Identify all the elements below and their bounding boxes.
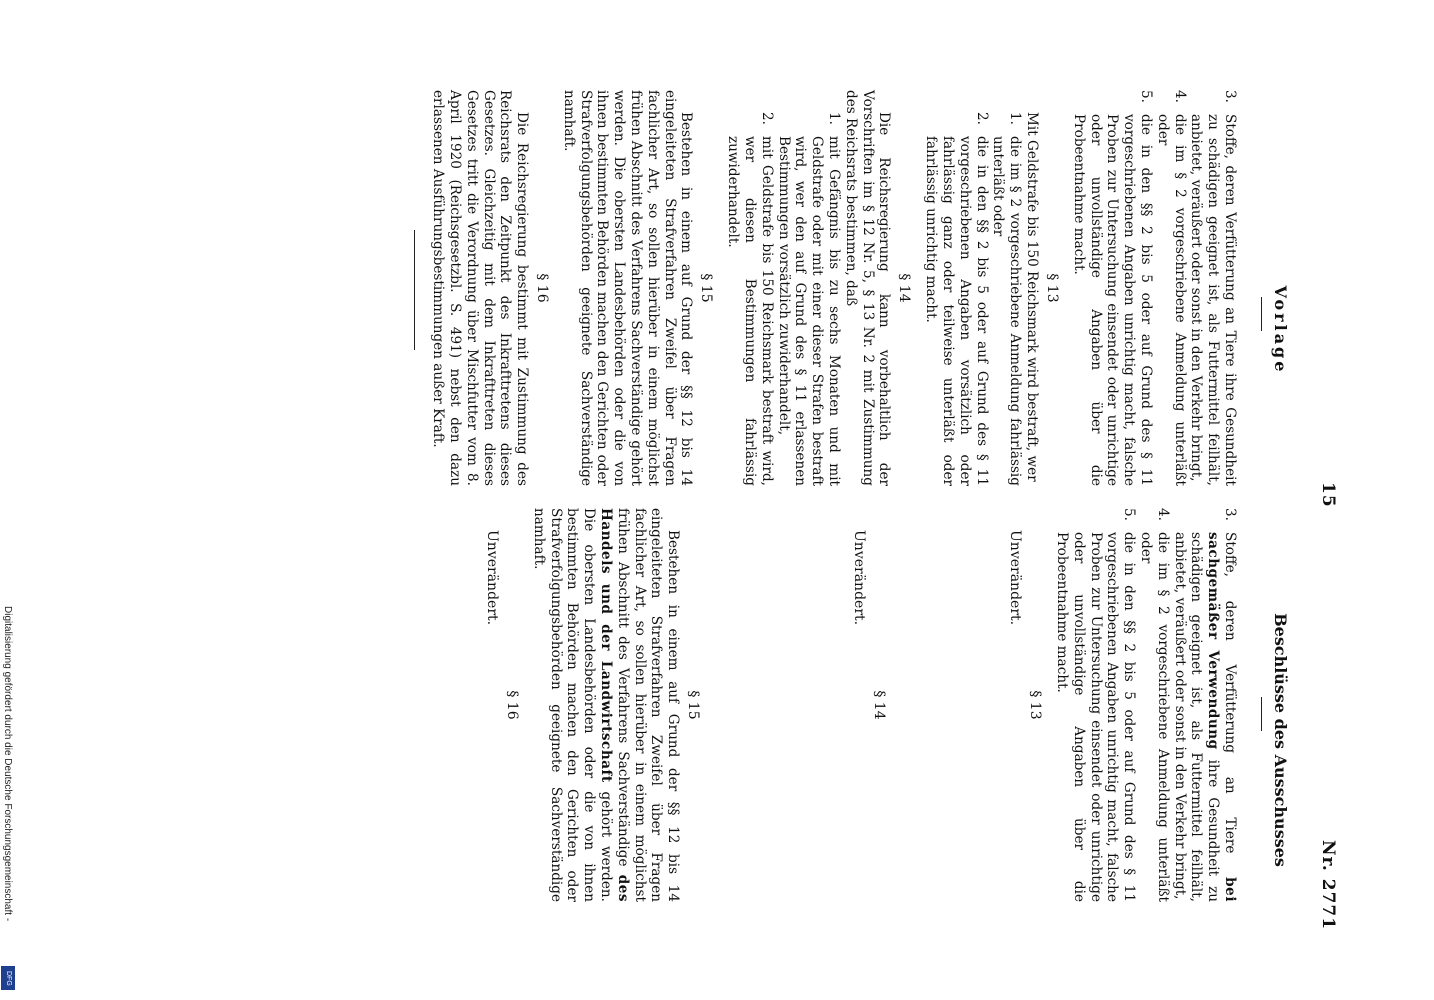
list-item: 1. die im § 2 vorgeschriebene Anmeldung fahrlässig unterläßt oder xyxy=(990,112,1024,486)
right-column-title: Beschlüsse des Ausschusses xyxy=(1271,613,1290,867)
section-15-heading: § 15 xyxy=(698,273,715,303)
section-16-heading: § 16 xyxy=(504,690,521,720)
right-column xyxy=(484,508,1238,902)
list-item: 5. die in den §§ 2 bis 5 oder auf Grund des § 11 vorgeschriebenen Angaben unrichtig macht, falsche Proben zur Untersuchung einsendet oder unrichtige oder unvollständige Angaben über die Probeentnahme macht. xyxy=(1054,508,1138,902)
section-15-text: Bestehen in einem auf Grund der §§ 12 bis 14 eingeleiteten Strafverfahren Zweifel über Fragen fachlicher Art, so sollen hierüber in einem möglichst frühen Abschnitt des Verfahrens Sachverständige gehört werden. Die obersten Landesbehörden oder die von ihnen bestimmten Behörden machen den Gerichten oder Strafverfolgungsbehörden geeignete Sachverständige namhaft. xyxy=(560,90,695,486)
list-item: 1. mit Gefängnis bis zu sechs Monaten und mit Geldstrafe oder mit einer dieser Strafen bestraft wird, wer den auf Grund des § 11 erlassenen Bestimmungen vorsätzlich zuwiderhandelt, xyxy=(775,112,843,486)
section-13-unchanged: Unverändert. xyxy=(1007,530,1024,626)
list-item: 2. mit Geldstrafe bis 150 Reichsmark bestraft wird, wer diesen Bestimmungen fahrlässig zuwiderhandelt. xyxy=(725,112,775,486)
list-item: 3. Stoffe, deren Verfütterung an Tiere ihre Gesundheit zu schädigen geeignet ist, als Futtermittel feilhält, anbietet, veräußert oder sonst in den Verkehr bringt, xyxy=(1188,90,1238,486)
section-13-heading: § 13 xyxy=(1044,273,1061,303)
section-16-text: Die Reichsregierung bestimmt mit Zustimmung des Reichsrats den Zeitpunkt des Inkrafttretens dieses Gesetzes. Gleichzeitig mit dem Inkrafttreten dieses Gesetzes tritt die Verordnung über Mischfutter vom 8. April 1920 (Reichsgesetzbl. S. 491) nebst den dazu erlassenen Ausführungsbestimmungen außer Kraft. xyxy=(430,90,531,486)
document-number: Nr. 2771 xyxy=(1318,840,1338,931)
left-column xyxy=(414,90,1238,486)
list-item: 3. Stoffe, deren Verfütterung an Tiere bei sachgemäßer Verwendung ihre Gesundheit zu schädigen geeignet ist, als Futtermittel feilhält, anbietet, veräußert oder sonst in den Verkehr bringt, xyxy=(1171,508,1238,902)
list-item: 4. die im § 2 vorgeschriebene Anmeldung unterläßt oder xyxy=(1154,90,1188,486)
left-column-title: Vorlage xyxy=(1271,285,1290,375)
dfg-logo: DFG xyxy=(1,966,15,990)
section-14-heading: § 14 xyxy=(896,273,913,303)
section-14-unchanged: Unverändert. xyxy=(851,530,868,626)
section-15-heading: § 15 xyxy=(685,690,702,720)
title-rule xyxy=(1261,697,1262,731)
list-item: 2. die in den §§ 2 bis 5 oder auf Grund des § 11 vorgeschriebenen Angaben vorsätzlich oder fahrlässig ganz oder teilweise unterläßt oder fahrlässig unrichtig macht. xyxy=(923,112,990,486)
amended-text: bei sachgemäßer Verwendung xyxy=(1205,532,1238,902)
section-14-heading: § 14 xyxy=(871,690,888,720)
section-16-heading: § 16 xyxy=(534,273,551,303)
list-item: 4. die im § 2 vorgeschriebene Anmeldung unterläßt oder xyxy=(1138,508,1171,902)
left-items-top xyxy=(1070,90,1238,486)
title-rule xyxy=(1261,297,1262,331)
section-15-text: Bestehen in einem auf Grund der §§ 12 bis 14 eingeleiteten Strafverfahren Zweifel über Fragen fachlicher Art, so sollen hierüber in einem möglichst frühen Abschnitt des Verfahrens Sachverständige des Handels und der Landwirtschaft gehört werden. Die obersten Landesbehörden oder die von ihnen bestimmten Behörden machen den Gerichten oder Strafverfolgungsbehörden geeignete Sachverständige namhaft. xyxy=(530,508,682,902)
section-14-items xyxy=(724,90,842,486)
list-item: 5. die in den §§ 2 bis 5 oder auf Grund des § 11 vorgeschriebenen Angaben unrichtig macht, falsche Proben zur Untersuchung einsendet oder unrichtige oder unvollständige Angaben über die Probeentnahme macht. xyxy=(1070,90,1155,486)
right-items-top xyxy=(1053,508,1238,902)
section-13-items xyxy=(922,90,1023,486)
end-rule xyxy=(414,230,415,350)
section-14-intro: Die Reichsregierung kann vorbehaltlich der Vorschriften im § 12 Nr. 5, § 13 Nr. 2 mit Zustimmung des Reichsrats bestimmen, daß xyxy=(842,90,893,486)
page-number: 15 xyxy=(1318,482,1338,508)
section-13-intro: Mit Geldstrafe bis 150 Reichsmark wird bestraft, wer xyxy=(1024,112,1041,482)
section-13-heading: § 13 xyxy=(1027,690,1044,720)
digitization-credit: Digitalisierung gefördert durch die Deutsche Forschungsgemeinschaft - xyxy=(2,606,13,922)
section-16-unchanged: Unverändert. xyxy=(484,530,501,626)
amended-text: des Handels und der Landwirtschaft xyxy=(598,508,631,902)
